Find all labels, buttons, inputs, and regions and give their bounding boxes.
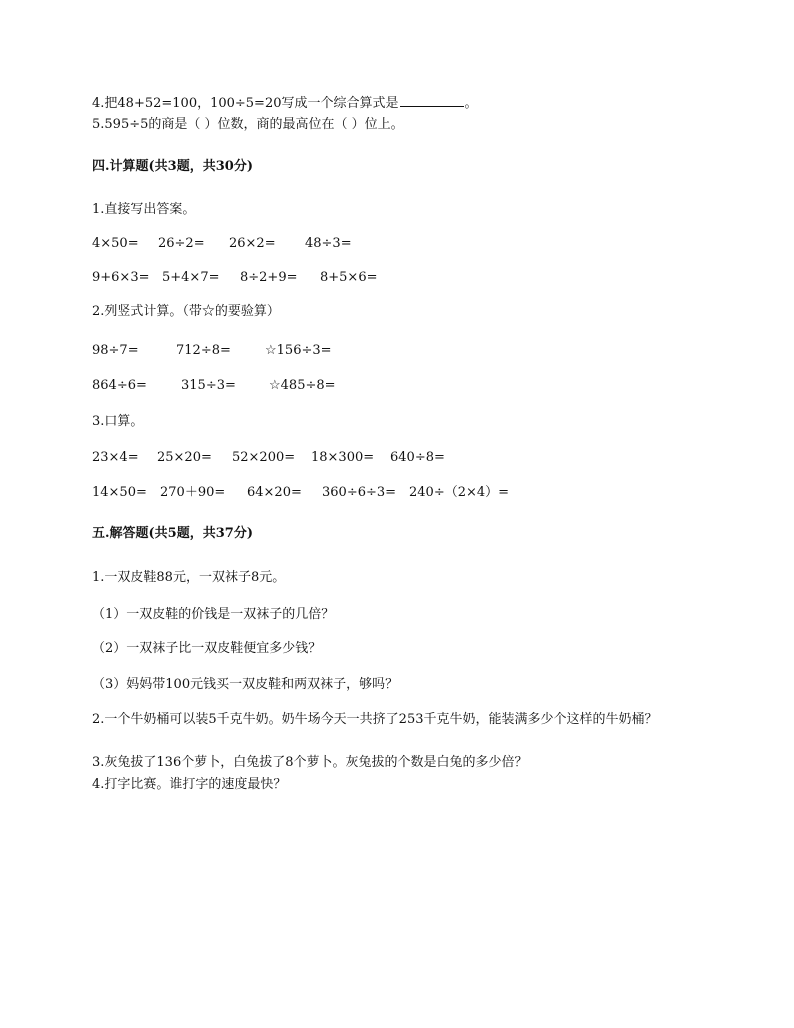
problem: 240÷（2×4）=	[409, 485, 510, 500]
problem: 26×2=	[229, 236, 276, 251]
problem: 640÷8=	[390, 450, 445, 465]
problem: 18×300=	[311, 450, 375, 465]
question-4-text: 4.把48+52=100，100÷5=20写成一个综合算式是	[92, 96, 399, 111]
problem: 26÷2=	[158, 236, 205, 251]
problem: 360÷6÷3=	[322, 485, 397, 500]
problem: 8+5×6=	[320, 270, 378, 285]
problem: 270＋90=	[160, 485, 226, 500]
calc-q2-title: 2.列竖式计算。（带☆的要验算）	[92, 304, 280, 319]
section-5-heading: 五.解答题(共5题，共37分)	[92, 526, 253, 541]
word-problem-1-part-1: （1）一双皮鞋的价钱是一双袜子的几倍？	[92, 607, 335, 622]
problem: 64×20=	[247, 485, 302, 500]
word-problem-4: 4.打字比赛。谁打字的速度最快？	[92, 777, 287, 792]
problem: 712÷8=	[176, 343, 231, 358]
problem: 864÷6=	[92, 378, 147, 393]
problem: 9+6×3=	[92, 270, 150, 285]
problem: 8÷2+9=	[240, 270, 298, 285]
problem: 52×200=	[232, 450, 296, 465]
word-problem-1-part-2: （2）一双袜子比一双皮鞋便宜多少钱？	[92, 641, 322, 656]
question-4-suffix: 。	[464, 96, 478, 111]
problem: 14×50=	[92, 485, 147, 500]
word-problem-1-title: 1.一双皮鞋88元，一双袜子8元。	[92, 570, 286, 585]
problem: 5+4×7=	[162, 270, 220, 285]
problem: ☆156÷3=	[265, 343, 332, 358]
problem: 4×50=	[92, 236, 139, 251]
calc-q3-title: 3.口算。	[92, 414, 144, 429]
question-5-fill-in: 5.595÷5的商是（ ）位数，商的最高位在（ ）位上。	[92, 117, 404, 132]
problem: ☆485÷8=	[269, 378, 336, 393]
calc-q1-title: 1.直接写出答案。	[92, 202, 196, 217]
word-problem-3: 3.灰兔拔了136个萝卜，白兔拔了8个萝卜。灰兔拔的个数是白兔的多少倍？	[92, 755, 528, 770]
problem: 48÷3=	[305, 236, 352, 251]
problem: 315÷3=	[181, 378, 236, 393]
question-4-fill-in	[92, 94, 478, 113]
answer-blank[interactable]	[400, 94, 464, 107]
problem: 98÷7=	[92, 343, 139, 358]
word-problem-2: 2.一个牛奶桶可以装5千克牛奶。奶牛场今天一共挤了253千克牛奶，能装满多少个这样的牛奶桶？	[92, 712, 658, 727]
problem: 25×20=	[157, 450, 212, 465]
word-problem-1-part-3: （3）妈妈带100元钱买一双皮鞋和两双袜子，够吗？	[92, 677, 399, 692]
section-4-heading: 四.计算题(共3题，共30分)	[92, 159, 253, 174]
problem: 23×4=	[92, 450, 139, 465]
